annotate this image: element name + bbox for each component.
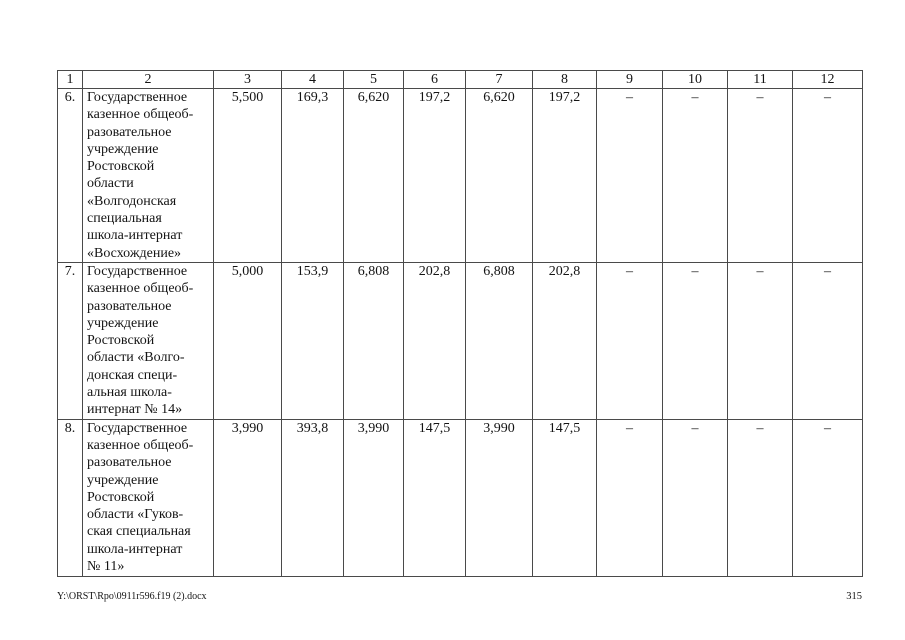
value-cell: – bbox=[663, 419, 728, 576]
value-cell: – bbox=[793, 263, 863, 420]
column-number-header: 9 bbox=[597, 71, 663, 89]
value-cell: – bbox=[728, 89, 793, 263]
value-cell: – bbox=[597, 419, 663, 576]
value-cell: – bbox=[663, 263, 728, 420]
row-number-cell: 7. bbox=[58, 263, 83, 420]
value-cell: 6,620 bbox=[344, 89, 404, 263]
name-line: казенное общеоб- bbox=[87, 107, 194, 123]
name-line: области bbox=[87, 176, 134, 192]
value-cell: 6,808 bbox=[466, 263, 533, 420]
name-line: Ростовской bbox=[87, 489, 155, 505]
value-cell: – bbox=[728, 263, 793, 420]
value-cell: 5,500 bbox=[214, 89, 282, 263]
value-cell: – bbox=[597, 263, 663, 420]
column-number-header: 7 bbox=[466, 71, 533, 89]
name-line: ская специальная bbox=[87, 524, 191, 540]
value-cell: 197,2 bbox=[533, 89, 597, 263]
column-number-header: 8 bbox=[533, 71, 597, 89]
name-line: учреждение bbox=[87, 141, 159, 157]
value-cell: 6,808 bbox=[344, 263, 404, 420]
name-line: школа-интернат bbox=[87, 228, 183, 244]
column-number-header: 3 bbox=[214, 71, 282, 89]
name-line: казенное общеоб- bbox=[87, 437, 194, 453]
value-cell: 5,000 bbox=[214, 263, 282, 420]
name-line: разовательное bbox=[87, 298, 172, 314]
name-line: Государственное bbox=[87, 90, 188, 105]
value-cell: 147,5 bbox=[533, 419, 597, 576]
table-row bbox=[58, 263, 863, 420]
name-line: альная школа- bbox=[87, 385, 172, 401]
value-cell: 147,5 bbox=[404, 419, 466, 576]
value-cell: – bbox=[597, 89, 663, 263]
name-line: «Волгодонская bbox=[87, 193, 177, 209]
value-cell: 6,620 bbox=[466, 89, 533, 263]
value-cell: – bbox=[793, 419, 863, 576]
table-body bbox=[58, 89, 863, 577]
name-line: учреждение bbox=[87, 472, 159, 488]
column-number-header: 4 bbox=[282, 71, 344, 89]
value-cell: – bbox=[793, 89, 863, 263]
name-line: № 11» bbox=[87, 559, 125, 575]
name-line: Ростовской bbox=[87, 333, 155, 349]
column-number-header: 12 bbox=[793, 71, 863, 89]
name-line: школа-интернат bbox=[87, 541, 183, 557]
column-number-header: 10 bbox=[663, 71, 728, 89]
row-number-cell: 8. bbox=[58, 419, 83, 576]
name-line: разовательное bbox=[87, 455, 172, 471]
value-cell: – bbox=[728, 419, 793, 576]
name-line: разовательное bbox=[87, 124, 172, 140]
data-table bbox=[57, 70, 863, 577]
name-line: области «Гуков- bbox=[87, 507, 184, 523]
row-number-cell: 6. bbox=[58, 89, 83, 263]
value-cell: 393,8 bbox=[282, 419, 344, 576]
name-line: Государственное bbox=[87, 264, 188, 279]
page-number: 315 bbox=[846, 591, 862, 602]
name-line: учреждение bbox=[87, 315, 159, 331]
value-cell: – bbox=[663, 89, 728, 263]
value-cell: 169,3 bbox=[282, 89, 344, 263]
footer-file-path: Y:\ORST\Rpo\0911r596.f19 (2).docx bbox=[57, 591, 207, 602]
column-number-header: 1 bbox=[58, 71, 83, 89]
value-cell: 3,990 bbox=[214, 419, 282, 576]
value-cell: 3,990 bbox=[466, 419, 533, 576]
table-row bbox=[58, 419, 863, 576]
value-cell: 202,8 bbox=[533, 263, 597, 420]
table-header bbox=[58, 71, 863, 89]
institution-name-cell bbox=[83, 263, 214, 420]
column-number-header: 11 bbox=[728, 71, 793, 89]
table-row bbox=[58, 89, 863, 263]
name-line: «Восхождение» bbox=[87, 245, 182, 261]
value-cell: 197,2 bbox=[404, 89, 466, 263]
column-number-row bbox=[58, 71, 863, 89]
name-line: Ростовской bbox=[87, 159, 155, 175]
column-number-header: 5 bbox=[344, 71, 404, 89]
value-cell: 153,9 bbox=[282, 263, 344, 420]
institution-name-cell bbox=[83, 89, 214, 263]
name-line: донская специ- bbox=[87, 367, 178, 383]
name-line: интернат № 14» bbox=[87, 402, 183, 418]
value-cell: 202,8 bbox=[404, 263, 466, 420]
name-line: специальная bbox=[87, 211, 162, 227]
name-line: области «Волго- bbox=[87, 350, 185, 366]
name-line: казенное общеоб- bbox=[87, 281, 194, 297]
column-number-header: 2 bbox=[83, 71, 214, 89]
value-cell: 3,990 bbox=[344, 419, 404, 576]
name-line: Государственное bbox=[87, 420, 188, 436]
column-number-header: 6 bbox=[404, 71, 466, 89]
institution-name-cell bbox=[83, 419, 214, 576]
